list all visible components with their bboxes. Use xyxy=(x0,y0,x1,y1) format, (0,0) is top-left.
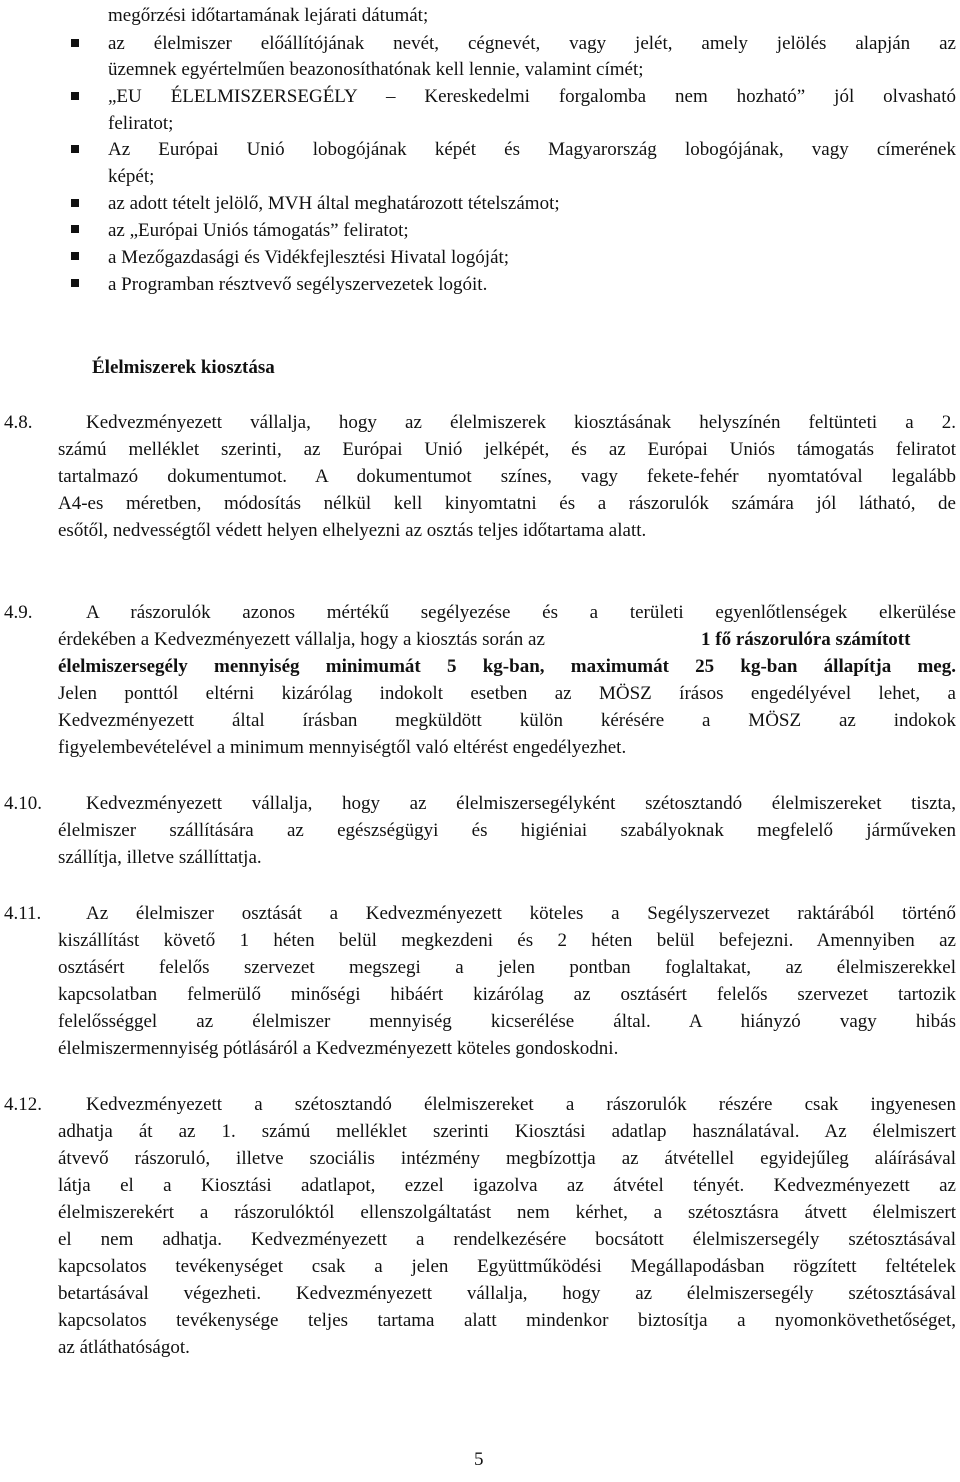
paragraph-4-12-line-1: Kedvezményezett a szétosztandó élelmiszereket a rászorulók részére csak ingyenesen xyxy=(86,1094,956,1115)
paragraph-number-4-8: 4.8. xyxy=(4,412,33,433)
paragraph-4-11-line-1: Az élelmiszer osztását a Kedvezményezett köteles a Segélyszervezet raktárából történő xyxy=(86,903,956,924)
section-heading: Élelmiszerek kiosztása xyxy=(92,357,275,378)
paragraph-4-10-line-1: Kedvezményezett vállalja, hogy az élelmiszersegélyként szétosztandó élelmiszereket tiszta, xyxy=(86,793,956,814)
paragraph-4-9-line-4: Jelen ponttól eltérni kizárólag indokolt esetben az MÖSZ írásos engedélyével lehet, a xyxy=(58,683,956,704)
bullet-icon xyxy=(71,225,79,233)
paragraph-number-4-10: 4.10. xyxy=(4,793,42,814)
paragraph-4-8-line-3: tartalmazó dokumentumot. A dokumentumot színes, vagy fekete-fehér nyomtatóval legalább xyxy=(58,466,956,487)
bullet-icon xyxy=(71,279,79,287)
paragraph-4-12-line-2: adhatja át az 1. számú melléklet szerinti Kiosztási adatlap használatával. Az élelmiszert xyxy=(58,1121,956,1142)
paragraph-4-9-line-2b: 1 fő rászorulóra számított xyxy=(701,629,911,650)
paragraph-4-12-line-8: betartásával végezheti. Kedvezményezett vállalja, hogy az élelmiszersegély szétosztásával xyxy=(58,1283,956,1304)
paragraph-4-8-line-2: számú melléklet szerinti, az Európai Unió jelképét, és az Európai Uniós támogatás feliratot xyxy=(58,439,956,460)
paragraph-4-8-line-5: esőtől, nedvességtől védett helyen elhelyezni az osztás teljes időtartama alatt. xyxy=(58,520,647,541)
paragraph-4-12-line-5: élelmiszerekért a rászorulóktól ellenszolgáltatást nem kérhet, a szétosztásra átvett élelmiszert xyxy=(58,1202,956,1223)
paragraph-number-4-11: 4.11. xyxy=(4,903,42,924)
paragraph-4-11-line-3: osztásért felelős szervezet megszegi a jelen pontban foglaltakat, az élelmiszerekkel xyxy=(58,957,956,978)
paragraph-4-11-line-4: kapcsolatban felmerülő minőségi hibáért kizárólag az osztásért felelős szervezet tartozik xyxy=(58,984,956,1005)
list-item-5-line-1: az adott tételt jelölő, MVH által meghatározott tételszámot; xyxy=(108,193,560,214)
list-item-8-line-1: a Programban résztvevő segélyszervezetek logóit. xyxy=(108,274,488,295)
paragraph-4-11-line-2: kiszállítást követő 1 héten belül megkezdeni és 2 héten belül befejezni. Amennyiben az xyxy=(58,930,956,951)
list-item-2-line-2: üzemnek egyértelműen beazonosíthatónak kell lennie, valamint címét; xyxy=(108,59,644,80)
list-item-1-line-1: megőrzési időtartamának lejárati dátumát; xyxy=(108,5,429,26)
list-item-3-line-1: „EU ÉLELMISZERSEGÉLY – Kereskedelmi forgalomba nem hozható” jól olvasható xyxy=(108,86,956,107)
paragraph-4-11-line-6: élelmiszermennyiség pótlásáról a Kedvezményezett köteles gondoskodni. xyxy=(58,1038,619,1059)
list-item-2-line-1: az élelmiszer előállítójának nevét, cégnevét, vagy jelét, amely jelölés alapján az xyxy=(108,33,956,54)
list-item-3-line-2: feliratot; xyxy=(108,113,174,134)
paragraph-4-12-line-9: kapcsolatos tevékenysége teljes tartama alatt mindenkor biztosítja a nyomonkövethetőséget, xyxy=(58,1310,956,1331)
paragraph-4-9-line-6: figyelembevételével a minimum mennyiségtől való eltérést engedélyezhet. xyxy=(58,737,627,758)
paragraph-4-10-line-2: élelmiszer szállítására az egészségügyi és higiéniai szabályoknak megfelelő járműveken xyxy=(58,820,956,841)
paragraph-4-12-line-3: átvevő rászoruló, illetve szociális intézmény megbízottja az átvétellel egyidejűleg aláírásával xyxy=(58,1148,956,1169)
paragraph-4-8-line-1: Kedvezményezett vállalja, hogy az élelmiszerek kiosztásának helyszínén feltünteti a 2. xyxy=(86,412,956,433)
bullet-icon xyxy=(71,39,79,47)
paragraph-4-9-line-1: A rászorulók azonos mértékű segélyezése és a területi egyenlőtlenségek elkerülése xyxy=(86,602,956,623)
list-item-6-line-1: az „Európai Uniós támogatás” feliratot; xyxy=(108,220,409,241)
paragraph-4-12-line-6: el nem adhatja. Kedvezményezett a rendelkezésére bocsátott élelmiszersegély szétosztásával xyxy=(58,1229,956,1250)
paragraph-4-12-line-10: az átláthatóságot. xyxy=(58,1337,190,1358)
paragraph-number-4-9: 4.9. xyxy=(4,602,33,623)
list-item-7-line-1: a Mezőgazdasági és Vidékfejlesztési Hivatal logóját; xyxy=(108,247,510,268)
bullet-icon xyxy=(71,92,79,100)
paragraph-4-9-line-2a: érdekében a Kedvezményezett vállalja, hogy a kiosztás során az xyxy=(58,629,545,650)
paragraph-4-12-line-4: látja el a Kiosztási adatlapot, ezzel igazolva az átvétel tényét. Kedvezményezett az xyxy=(58,1175,956,1196)
page-number: 5 xyxy=(474,1449,484,1470)
bullet-icon xyxy=(71,145,79,153)
paragraph-4-10-line-3: szállítja, illetve szállíttatja. xyxy=(58,847,262,868)
list-item-4-line-2: képét; xyxy=(108,166,155,187)
paragraph-4-9-line-5: Kedvezményezett által írásban megküldött külön kérésére a MÖSZ az indokok xyxy=(58,710,956,731)
paragraph-4-8-line-4: A4-es méretben, módosítás nélkül kell kinyomtatni és a rászorulók számára jól látható, de xyxy=(58,493,956,514)
paragraph-4-12-line-7: kapcsolatos tevékenységet csak a jelen Együttműködési Megállapodásban rögzített feltételek xyxy=(58,1256,956,1277)
list-item-4-line-1: Az Európai Unió lobogójának képét és Magyarország lobogójának, vagy címerének xyxy=(108,139,956,160)
paragraph-4-11-line-5: felelősséggel az élelmiszer mennyiség kicserélése által. A hiányzó vagy hibás xyxy=(58,1011,956,1032)
bullet-icon xyxy=(71,199,79,207)
bullet-icon xyxy=(71,252,79,260)
paragraph-number-4-12: 4.12. xyxy=(4,1094,42,1115)
paragraph-4-9-line-3: élelmiszersegély mennyiség minimumát 5 kg-ban, maximumát 25 kg-ban állapítja meg. xyxy=(58,656,956,677)
